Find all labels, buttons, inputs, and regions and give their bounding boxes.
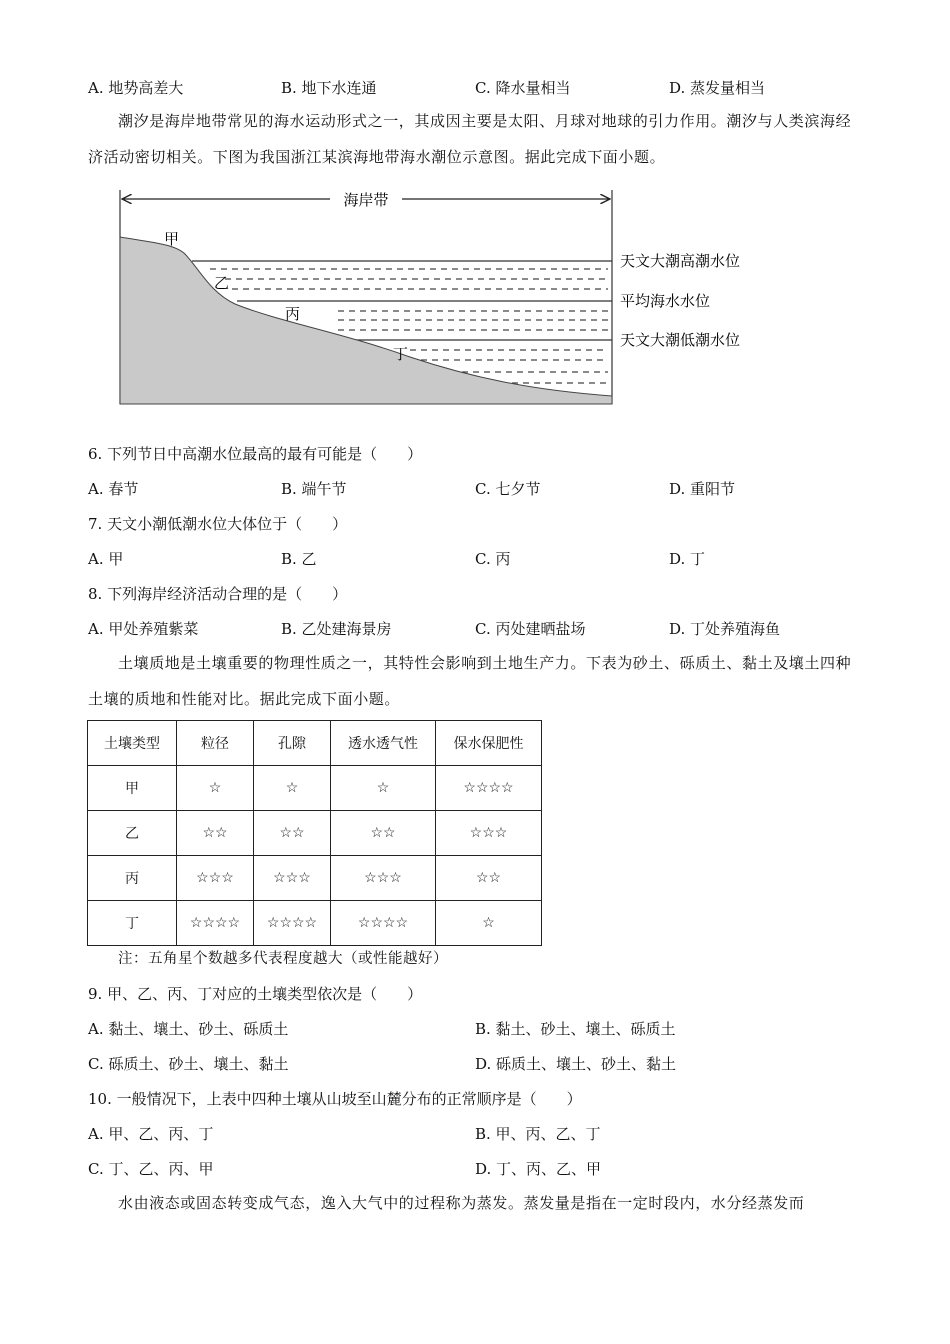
q9-option-c[interactable]: C. 砾质土、砂土、壤土、黏土 <box>88 1055 289 1073</box>
table-note: 注：五角星个数越多代表程度越大（或性能越好） <box>118 951 448 967</box>
table-cell: ☆☆ <box>331 811 436 856</box>
table-cell: ☆ <box>436 901 542 946</box>
point-jia-label: 甲 <box>164 230 180 248</box>
q7-option-a[interactable]: A. 甲 <box>88 550 124 568</box>
mean-sea-label: 平均海水水位 <box>620 292 711 310</box>
table-cell: ☆ <box>177 766 254 811</box>
table-cell: ☆☆☆ <box>254 856 331 901</box>
q8-option-c[interactable]: C. 丙处建晒盐场 <box>475 620 586 638</box>
high-tide-label: 天文大潮高潮水位 <box>620 252 741 270</box>
q9-option-b[interactable]: B. 黏土、砂土、壤土、砾质土 <box>475 1020 676 1038</box>
tide-diagram <box>110 182 770 408</box>
point-ding-label: 丁 <box>393 345 409 363</box>
table-cell: 乙 <box>88 811 177 856</box>
low-tide-label: 天文大潮低潮水位 <box>620 331 741 349</box>
q8-option-a[interactable]: A. 甲处养殖紫菜 <box>88 620 199 638</box>
q9-stem: 9. 甲、乙、丙、丁对应的土壤类型依次是（ ） <box>88 985 423 1003</box>
table-header-cell: 透水透气性 <box>331 721 436 766</box>
q6-option-d[interactable]: D. 重阳节 <box>669 480 736 498</box>
table-row <box>88 811 542 856</box>
table-header-cell: 保水保肥性 <box>436 721 542 766</box>
soil-intro-paragraph: 土壤质地是土壤重要的物理性质之一，其特性会影响到土地生产力。下表为砂土、砾质土、黏土及壤土四种土壤的质地和性能对比。据此完成下面小题。 <box>88 654 852 708</box>
table-header-cell: 粒径 <box>177 721 254 766</box>
q10-stem: 10. 一般情况下，上表中四种土壤从山坡至山麓分布的正常顺序是（ ） <box>88 1090 582 1108</box>
q9-option-d[interactable]: D. 砾质土、壤土、砂土、黏土 <box>475 1055 677 1073</box>
q5-option-d[interactable]: D. 蒸发量相当 <box>669 79 766 97</box>
table-cell: 丁 <box>88 901 177 946</box>
q10-option-a[interactable]: A. 甲、乙、丙、丁 <box>88 1125 214 1143</box>
table-cell: ☆☆ <box>254 811 331 856</box>
table-row <box>88 856 542 901</box>
point-yi-label: 乙 <box>214 274 230 292</box>
q6-option-b[interactable]: B. 端午节 <box>281 480 347 498</box>
q7-option-d[interactable]: D. 丁 <box>669 550 706 568</box>
table-header-cell: 土壤类型 <box>88 721 177 766</box>
evaporation-intro-paragraph: 水由液态或固态转变成气态，逸入大气中的过程称为蒸发。蒸发量是指在一定时段内，水分经蒸发而 <box>118 1194 805 1212</box>
table-cell: ☆☆☆ <box>436 811 542 856</box>
coast-band-label: 海岸带 <box>343 191 389 209</box>
table-cell: ☆☆☆ <box>177 856 254 901</box>
q8-option-b[interactable]: B. 乙处建海景房 <box>281 620 392 638</box>
table-header-row <box>88 721 542 766</box>
q8-option-d[interactable]: D. 丁处养殖海鱼 <box>669 620 781 638</box>
q10-option-b[interactable]: B. 甲、丙、乙、丁 <box>475 1125 601 1143</box>
table-cell: 甲 <box>88 766 177 811</box>
table-cell: ☆☆ <box>177 811 254 856</box>
q7-option-c[interactable]: C. 丙 <box>475 550 511 568</box>
table-cell: ☆☆☆☆ <box>254 901 331 946</box>
q5-option-a[interactable]: A. 地势高差大 <box>88 79 184 97</box>
q6-option-a[interactable]: A. 春节 <box>88 480 139 498</box>
table-cell: ☆☆ <box>436 856 542 901</box>
q7-option-b[interactable]: B. 乙 <box>281 550 317 568</box>
q5-option-b[interactable]: B. 地下水连通 <box>281 79 377 97</box>
q6-stem: 6. 下列节日中高潮水位最高的最有可能是（ ） <box>88 445 423 463</box>
q9-option-a[interactable]: A. 黏土、壤土、砂土、砾质土 <box>88 1020 289 1038</box>
q5-option-c[interactable]: C. 降水量相当 <box>475 79 571 97</box>
q8-stem: 8. 下列海岸经济活动合理的是（ ） <box>88 585 348 603</box>
q6-option-c[interactable]: C. 七夕节 <box>475 480 541 498</box>
table-cell: ☆☆☆☆ <box>436 766 542 811</box>
table-cell: ☆ <box>331 766 436 811</box>
table-cell: ☆☆☆☆ <box>177 901 254 946</box>
table-cell: ☆☆☆☆ <box>331 901 436 946</box>
table-cell: ☆ <box>254 766 331 811</box>
table-header-cell: 孔隙 <box>254 721 331 766</box>
q7-stem: 7. 天文小潮低潮水位大体位于（ ） <box>88 515 348 533</box>
table-cell: 丙 <box>88 856 177 901</box>
tide-intro-paragraph: 潮汐是海岸地带常见的海水运动形式之一，其成因主要是太阳、月球对地球的引力作用。潮汐与人类滨海经济活动密切相关。下图为我国浙江某滨海地带海水潮位示意图。据此完成下面小题。 <box>88 112 852 166</box>
table-cell: ☆☆☆ <box>331 856 436 901</box>
point-bing-label: 丙 <box>285 305 301 323</box>
table-row <box>88 766 542 811</box>
table-row <box>88 901 542 946</box>
q10-option-d[interactable]: D. 丁、丙、乙、甲 <box>475 1160 602 1178</box>
q10-option-c[interactable]: C. 丁、乙、丙、甲 <box>88 1160 214 1178</box>
soil-table <box>87 720 542 946</box>
